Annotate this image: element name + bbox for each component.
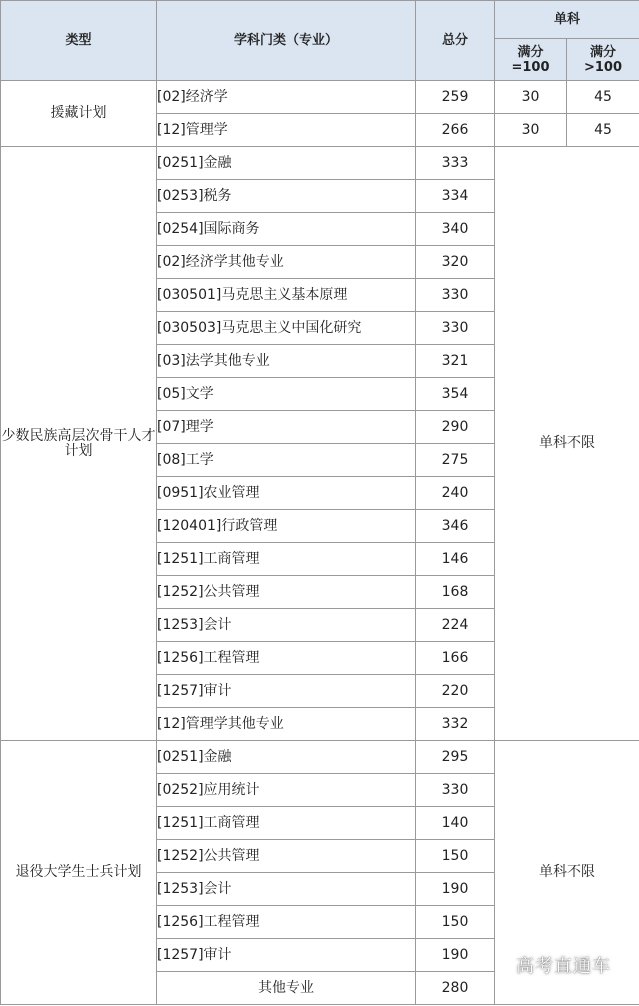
total-cell: 275 (416, 444, 495, 477)
table-row (1, 147, 639, 180)
subject-cell: [02]经济学 (157, 81, 416, 114)
subject-cell: [03]法学其他专业 (157, 345, 416, 378)
total-cell: 266 (416, 114, 495, 147)
total-cell: 333 (416, 147, 495, 180)
subject-cell: 其他专业 (157, 972, 416, 1005)
subject-cell: [120401]行政管理 (157, 510, 416, 543)
total-cell: 340 (416, 213, 495, 246)
subject-cell: [030503]马克思主义中国化研究 (157, 312, 416, 345)
single-no-limit-cell: 单科不限 (495, 147, 639, 741)
total-cell: 330 (416, 279, 495, 312)
total-cell: 168 (416, 576, 495, 609)
total-cell: 146 (416, 543, 495, 576)
total-cell: 150 (416, 906, 495, 939)
total-cell: 224 (416, 609, 495, 642)
single-100-cell: 30 (495, 114, 567, 147)
total-cell: 280 (416, 972, 495, 1005)
total-cell: 190 (416, 939, 495, 972)
subject-cell: [12]管理学 (157, 114, 416, 147)
subject-cell: [0251]金融 (157, 741, 416, 774)
total-cell: 354 (416, 378, 495, 411)
subject-cell: [0251]金融 (157, 147, 416, 180)
total-cell: 295 (416, 741, 495, 774)
type-cell: 援藏计划 (1, 81, 157, 147)
table-header (1, 1, 639, 81)
total-cell: 140 (416, 807, 495, 840)
table-row (1, 741, 639, 774)
total-cell: 220 (416, 675, 495, 708)
subject-cell: [1256]工程管理 (157, 906, 416, 939)
total-cell: 259 (416, 81, 495, 114)
subject-cell: [0252]应用统计 (157, 774, 416, 807)
subject-cell: [1257]审计 (157, 939, 416, 972)
total-cell: 330 (416, 312, 495, 345)
subject-cell: [1251]工商管理 (157, 807, 416, 840)
table-row (1, 81, 639, 114)
type-cell: 少数民族高层次骨干人才计划 (1, 147, 157, 741)
subject-cell: [1253]会计 (157, 873, 416, 906)
type-cell: 退役大学生士兵计划 (1, 741, 157, 1005)
header-full-over-100: 满分 >100 (567, 39, 639, 81)
total-cell: 346 (416, 510, 495, 543)
total-cell: 334 (416, 180, 495, 213)
subject-cell: [07]理学 (157, 411, 416, 444)
total-cell: 320 (416, 246, 495, 279)
total-cell: 330 (416, 774, 495, 807)
header-total: 总分 (416, 1, 495, 81)
table-body (1, 81, 639, 1005)
subject-cell: [030501]马克思主义基本原理 (157, 279, 416, 312)
header-full-100: 满分 =100 (495, 39, 567, 81)
total-cell: 332 (416, 708, 495, 741)
subject-cell: [1252]公共管理 (157, 576, 416, 609)
subject-cell: [1257]审计 (157, 675, 416, 708)
subject-cell: [1251]工商管理 (157, 543, 416, 576)
single-over-100-cell: 45 (567, 81, 639, 114)
subject-cell: [02]经济学其他专业 (157, 246, 416, 279)
subject-cell: [08]工学 (157, 444, 416, 477)
header-subject: 学科门类（专业） (157, 1, 416, 81)
single-100-cell: 30 (495, 81, 567, 114)
subject-cell: [1256]工程管理 (157, 642, 416, 675)
subject-cell: [0254]国际商务 (157, 213, 416, 246)
total-cell: 190 (416, 873, 495, 906)
header-type: 类型 (1, 1, 157, 81)
watermark: 高考直通车 (516, 956, 611, 977)
subject-cell: [05]文学 (157, 378, 416, 411)
total-cell: 240 (416, 477, 495, 510)
total-cell: 150 (416, 840, 495, 873)
single-no-limit-cell: 单科不限 (495, 741, 639, 1005)
subject-cell: [0253]税务 (157, 180, 416, 213)
total-cell: 166 (416, 642, 495, 675)
subject-cell: [1252]公共管理 (157, 840, 416, 873)
subject-cell: [12]管理学其他专业 (157, 708, 416, 741)
header-single: 单科 (495, 1, 639, 39)
total-cell: 321 (416, 345, 495, 378)
single-over-100-cell: 45 (567, 114, 639, 147)
subject-cell: [1253]会计 (157, 609, 416, 642)
total-cell: 290 (416, 411, 495, 444)
subject-cell: [0951]农业管理 (157, 477, 416, 510)
